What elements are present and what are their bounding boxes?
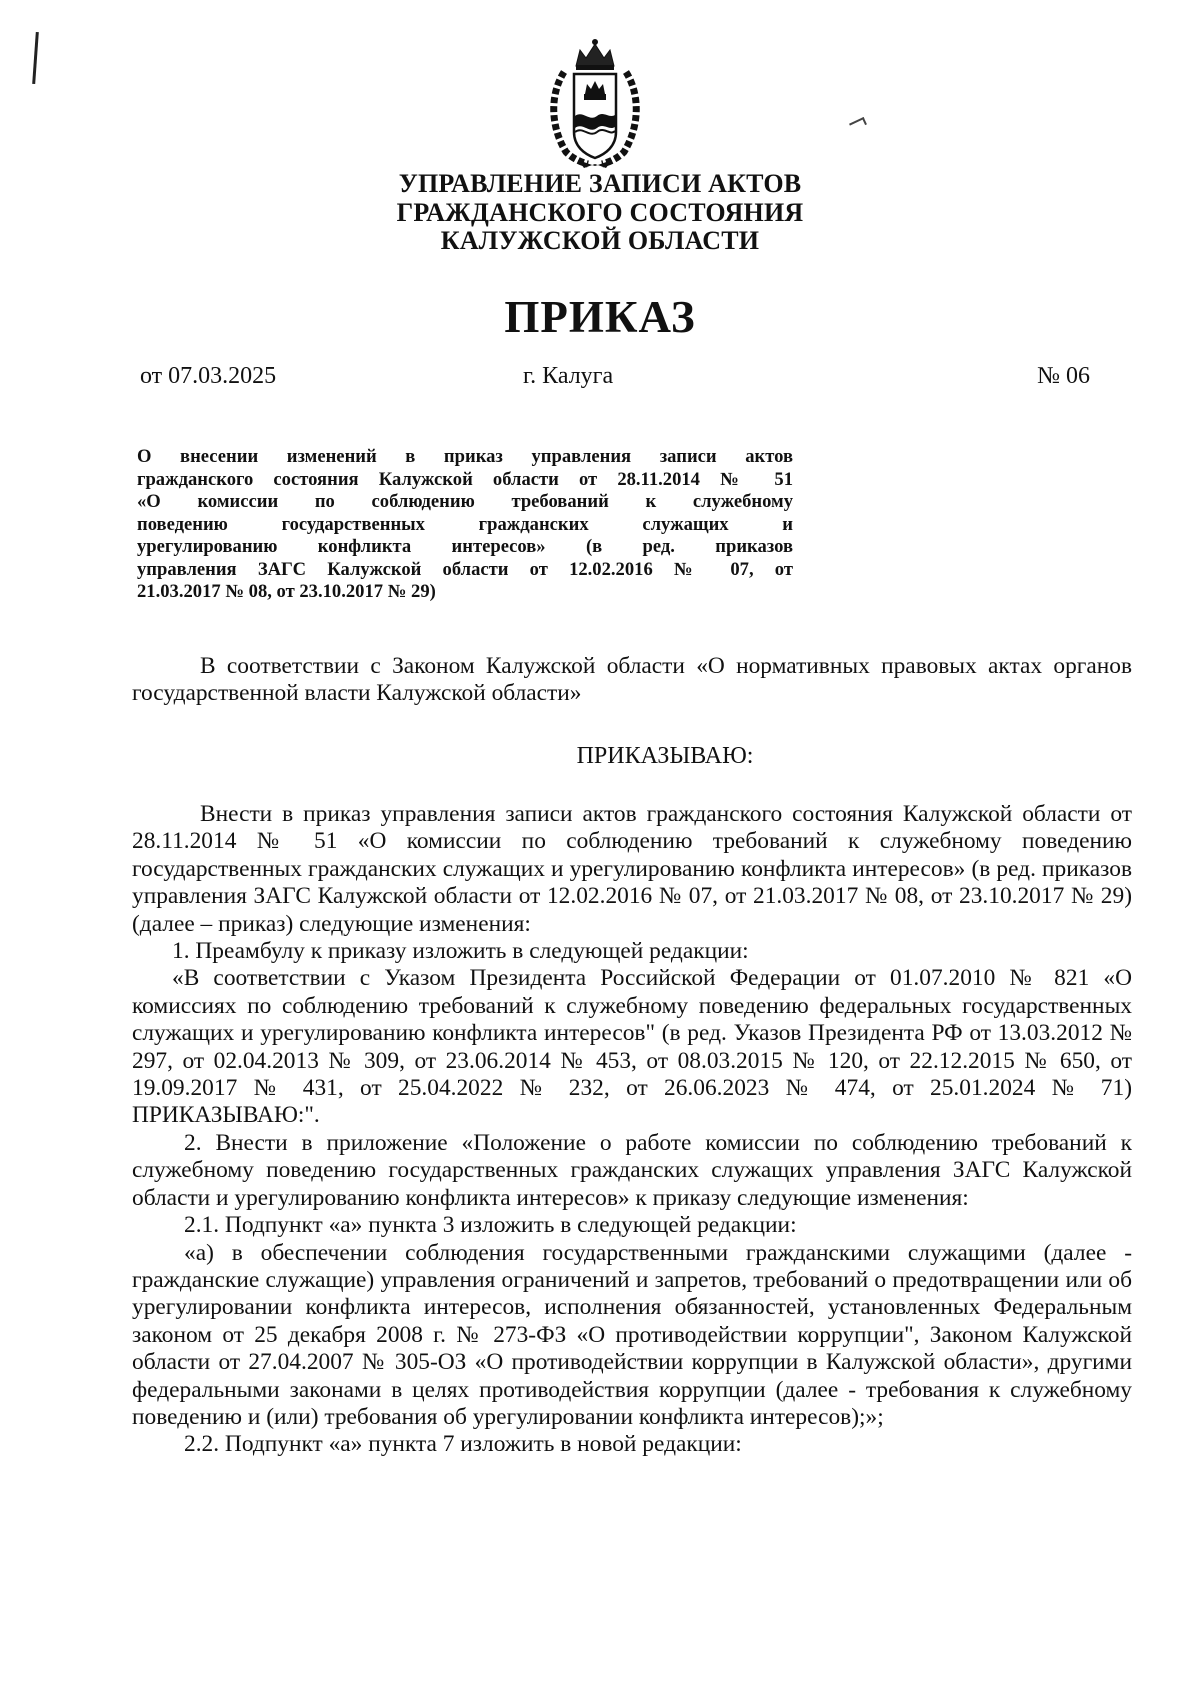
- preamble-block: [132, 653, 1132, 708]
- scan-artifact-speck: [849, 117, 867, 131]
- subject-line: урегулированию конфликта интересов» (в ред. приказов: [137, 536, 793, 557]
- body-paragraph: «В соответствии с Указом Президента Российской Федерации от 01.07.2010 № 821 «О комиссиях по соблюдению требований к служебному поведению федеральных государственных служащих и урегулированию конфликта интересов" (в ред. Указов Президента РФ от 13.03.2012 № 297, от 02.04.2013 № 309, от 23.06.2014 № 453, от 08.03.2015 № 120, от 22.12.2015 № 650, от 19.09.2017 № 431, от 25.04.2022 № 232, от 26.06.2023 № 474, от 25.01.2024 № 71) ПРИКАЗЫВАЮ:".: [132, 965, 1132, 1129]
- body-paragraph: «а) в обеспечении соблюдения государственными гражданскими служащими (далее - гражданские служащие) управления ограничений и запретов, требований о предотвращении или об урегулировании конфликта интересов, исполнения обязанностей, установленных Федеральным законом от 25 декабря 2008 г. № 273-ФЗ «О противодействии коррупции", Законом Калужской области от 27.04.2007 № 305-ОЗ «О противодействии коррупции в Калужской области», другими федеральными законами в целях противодействия коррупции (далее - требования к служебному поведению и (или) требования об урегулировании конфликта интересов);»;: [132, 1239, 1132, 1430]
- document-subject: [137, 446, 793, 604]
- subject-line: «О комиссии по соблюдению требований к служебному: [137, 491, 793, 512]
- order-body: [132, 801, 1132, 1459]
- document-number: № 06: [1037, 363, 1090, 389]
- body-paragraph: 2.1. Подпункт «а» пункта 3 изложить в следующей редакции:: [184, 1212, 797, 1239]
- subject-line: 21.03.2017 № 08, от 23.10.2017 № 29): [137, 581, 436, 602]
- subject-line: поведению государственных гражданских служащих и: [137, 513, 793, 535]
- coat-of-arms-icon: [536, 36, 654, 168]
- body-paragraph: 2.2. Подпункт «а» пункта 7 изложить в новой редакции:: [184, 1431, 742, 1458]
- scan-artifact-line: [32, 32, 39, 84]
- organization-title-line: КАЛУЖСКОЙ ОБЛАСТИ: [440, 226, 760, 255]
- organization-title: [300, 170, 900, 256]
- body-paragraph: 2. Внести в приложение «Положение о работе комиссии по соблюдению требований к служебному поведению государственных гражданских служащих управления ЗАГС Калужской области и урегулированию конфликта интересов» к приказу следующие изменения:: [132, 1129, 1132, 1211]
- organization-title-line: УПРАВЛЕНИЕ ЗАПИСИ АКТОВ: [398, 169, 802, 198]
- organization-title-line: ГРАЖДАНСКОГО СОСТОЯНИЯ: [396, 197, 804, 227]
- document-type-title: ПРИКАЗ: [504, 292, 696, 342]
- document-date: от 07.03.2025: [140, 363, 277, 389]
- subject-line: О внесении изменений в приказ управления записи актов: [137, 446, 793, 467]
- subject-line: управления ЗАГС Калужской области от 12.02.2016 № 07, от: [137, 558, 793, 580]
- preamble-paragraph: В соответствии с Законом Калужской области «О нормативных правовых актах органов государственной власти Калужской области»: [132, 653, 1132, 707]
- body-paragraph: 1. Преамбулу к приказу изложить в следующей редакции:: [172, 938, 749, 965]
- body-paragraph: Внести в приказ управления записи актов гражданского состояния Калужской области от 28.11.2014 № 51 «О комиссии по соблюдению требований к служебному поведению государственных гражданских служащих и урегулированию конфликта интересов» (в ред. приказов управления ЗАГС Калужской области от 12.02.2016 № 07, от 21.03.2017 № 08, от 23.10.2017 № 29) (далее – приказ) следующие изменения:: [132, 801, 1132, 937]
- document-city: г. Калуга: [523, 363, 614, 389]
- order-heading: ПРИКАЗЫВАЮ:: [576, 743, 754, 769]
- subject-line: гражданского состояния Калужской области от 28.11.2014 № 51: [137, 468, 793, 490]
